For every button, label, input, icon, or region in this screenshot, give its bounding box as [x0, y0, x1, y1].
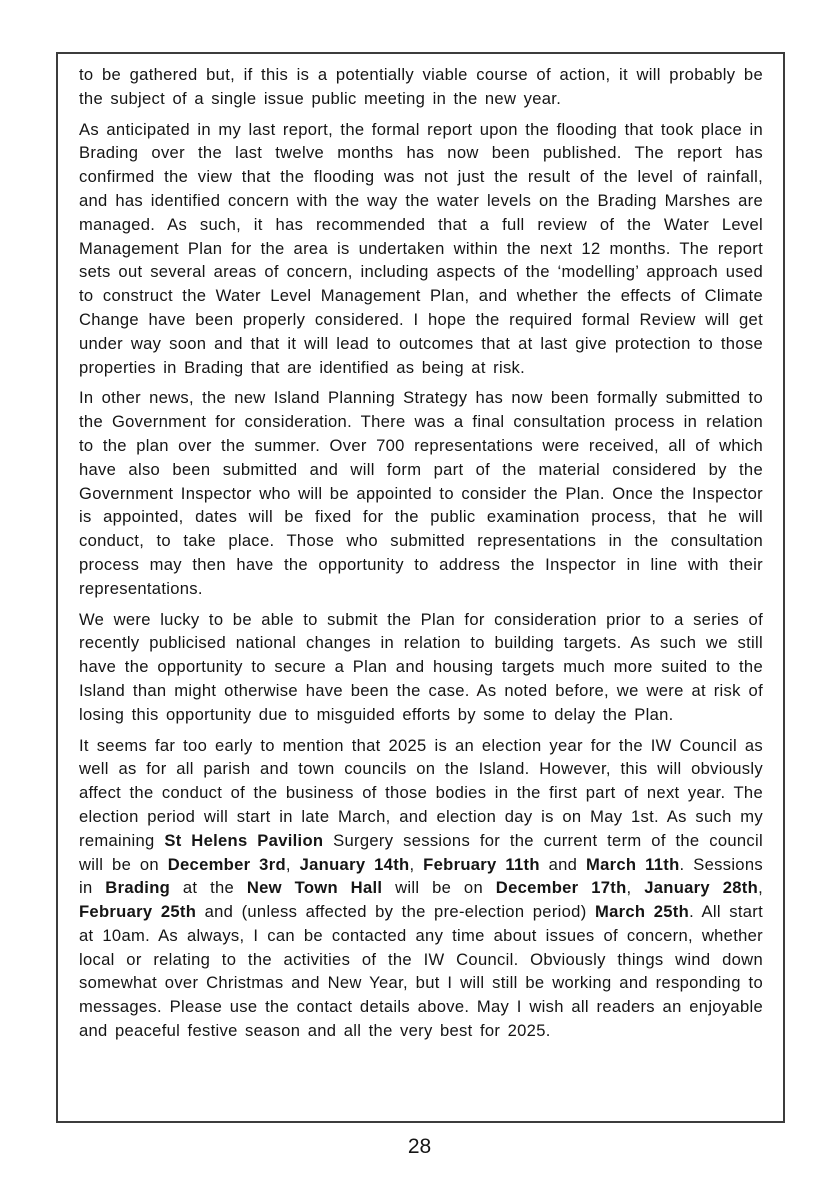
text-run: Surgery sessions for the current term of the council will be on [79, 830, 763, 874]
bold-text-run: January 14th [299, 854, 410, 874]
text-run: , [626, 878, 645, 898]
bold-text-run: New Town Hall [246, 878, 383, 898]
text-run: We were lucky to be able to submit the Plan for consideration prior to a series of recently publicised national changes in relation to building targets. As such we still have the opportunity to secure a Plan and housing targets much more suited to the Island than might otherwise have been the case. As noted before, we were at risk of losing this opportunity due to misguided efforts by some to delay the Plan. [79, 609, 763, 724]
paragraph [79, 734, 763, 1043]
paragraph [79, 118, 763, 380]
text-run: , [409, 854, 424, 874]
text-run: and [539, 854, 586, 874]
text-run: , [285, 854, 300, 874]
text-run: will be on [382, 878, 496, 898]
bold-text-run: February 25th [79, 902, 197, 922]
text-run: and (unless affected by the pre-election period) [196, 902, 595, 922]
paragraph [79, 386, 763, 600]
page-number: 28 [407, 1135, 432, 1158]
text-run: at the [170, 878, 247, 898]
text-run: . All start at 10am. As always, I can be contacted any time about issues of concern, whether local or relating to the activities of the IW Council. Obviously things wind down somewhat over Christmas and New Year, but I will still be working and responding to messages. Please use the contact details above. May I wish all readers an enjoyable and peaceful festive season and all the very best for 2025. [79, 902, 763, 1041]
text-run: In other news, the new Island Planning Strategy has now been formally submitted to the Government for consideration. There was a final consultation process in relation to the plan over the summer. Over 700 representations were received, all of which have also been submitted and will form part of the material considered by the Government Inspector who will be appointed to consider the Plan. Once the Inspector is appointed, dates will be fixed for the public examination process, that he will conduct, to take place. Those who submitted representations in the consultation process may then have the opportunity to address the Inspector in line with their representations. [79, 388, 763, 598]
bold-text-run: December 3rd [167, 854, 286, 874]
bold-text-run: St Helens Pavilion [164, 830, 324, 850]
text-run: As anticipated in my last report, the formal report upon the flooding that took place in Brading over the last twelve months has now been published. The report has confirmed the view that the flooding was not just the result of the level of rainfall, and has identified concern with the way the water levels on the Brading Marshes are managed. As such, it has recommended that a full review of the Water Level Management Plan for the area is undertaken within the next 12 months. The report sets out several areas of concern, including aspects of the ‘modelling’ approach used to construct the Water Level Management Plan, and whether the effects of Climate Change have been properly considered. I hope the required formal Review will get under way soon and that it will lead to outcomes that at last give protection to those properties in Brading that are identified as being at risk. [79, 119, 763, 377]
text-box [56, 52, 785, 1123]
bold-text-run: December 17th [495, 878, 627, 898]
bold-text-run: March 11th [585, 854, 680, 874]
bold-text-run: January 28th [644, 878, 759, 898]
bold-text-run: March 25th [594, 902, 690, 922]
bold-text-run: Brading [105, 878, 171, 898]
text-run: . Sessions in [79, 854, 763, 898]
text-run: , [758, 878, 763, 898]
text-run: to be gathered but, if this is a potentially viable course of action, it will probably be the subject of a single issue public meeting in the new year. [79, 65, 763, 108]
paragraph [79, 608, 763, 727]
bold-text-run: February 11th [423, 854, 540, 874]
text-run: It seems far too early to mention that 2025 is an election year for the IW Council as well as for all parish and town councils on the Island. However, this will obviously affect the conduct of the business of those bodies in the first part of next year. The election period will start in late March, and election day is on May 1st. As such my remaining [79, 735, 763, 850]
paragraph [79, 63, 763, 111]
